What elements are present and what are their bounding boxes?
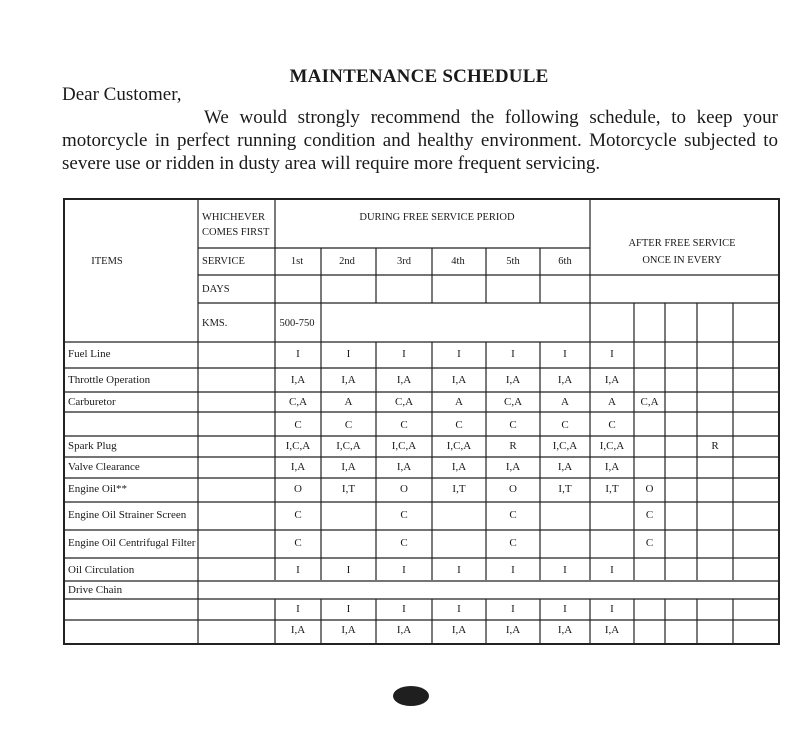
schedule-cell: A [344,396,353,408]
schedule-cell: C [344,419,353,431]
schedule-cell: O [294,483,302,495]
schedule-cell: I,A [341,374,356,386]
kms-label: KMS. [202,318,228,329]
service-2nd: 2nd [339,256,355,267]
once-in-every-label: ONCE IN EVERY [642,255,722,266]
schedule-cell: I [457,603,461,615]
schedule-cell: C [400,419,408,431]
schedule-cell: I,A [557,374,573,386]
item-label: Engine Oil Centrifugal Filter [68,537,196,549]
schedule-cell: I,A [341,624,356,636]
schedule-cell: I [346,348,351,360]
schedule-cell: I,A [451,624,467,636]
item-label: Engine Oil Strainer Screen [68,509,187,521]
service-3rd: 3rd [397,256,411,267]
schedule-cell: C [509,419,517,431]
schedule-cell: C [294,419,302,431]
schedule-cell: I,A [557,624,573,636]
schedule-cell: I [457,564,461,576]
schedule-cell: C,A [640,396,659,408]
schedule-cell: I,T [605,483,619,495]
schedule-cell: R [711,440,719,452]
schedule-cell: I,T [558,483,572,495]
schedule-cell: C,A [288,396,308,408]
schedule-cell: I [296,603,300,615]
schedule-cell: C [455,419,463,431]
schedule-cell: I,T [341,483,356,495]
schedule-cell: I [610,348,614,360]
schedule-cell: I,A [505,624,521,636]
item-label: Valve Clearance [68,461,140,473]
schedule-cell: C [561,419,569,431]
schedule-cell: I,A [396,374,412,386]
intro-paragraph-text: We would strongly recommend the following schedule, to keep your motorcycle in perfect running condition and healthy environment. Motorcycle subjected to severe use or ridden in dusty area will require more frequent servicing. [62,107,778,174]
item-label: Carburetor [68,396,116,408]
schedule-cell: C [294,509,302,521]
item-label: Oil Circulation [68,564,135,576]
days-label: DAYS [202,284,230,295]
schedule-cell: A [455,396,463,408]
schedule-cell: I [457,348,461,360]
schedule-cell: I [511,564,515,576]
schedule-cell: I [402,564,406,576]
item-label: Engine Oil** [68,483,127,495]
schedule-cell: I,A [396,461,412,473]
schedule-cell: I [296,564,300,576]
schedule-cell: I,C,A [336,440,361,452]
schedule-cell: I [563,603,567,615]
schedule-cell: I,A [451,374,467,386]
item-label: Throttle Operation [68,374,151,386]
schedule-cell: I,C,A [599,440,625,452]
item-label: Fuel Line [68,348,111,360]
service-label: SERVICE [202,256,245,267]
schedule-cell: I,C,A [285,440,311,452]
schedule-cell: I [511,348,515,360]
greeting: Dear Customer, [62,84,182,105]
schedule-cell: C [509,537,517,549]
schedule-cell: I,T [452,483,466,495]
during-free-header: DURING FREE SERVICE PERIOD [359,212,515,223]
comes-first-label: COMES FIRST [202,227,270,238]
service-1st: 1st [290,256,304,267]
schedule-cell: O [400,483,408,495]
service-6th: 6th [558,256,572,267]
schedule-cell: I,A [557,461,573,473]
schedule-cell: A [608,396,616,408]
schedule-cell: C,A [503,396,523,408]
schedule-cell: C [509,509,517,521]
schedule-cell: I,A [290,624,306,636]
page-number-marker [393,686,429,706]
schedule-cell: I,C,A [391,440,417,452]
schedule-cell: A [561,396,569,408]
kms-first-value: 500-750 [279,318,315,329]
schedule-cell: I [346,564,351,576]
schedule-cell: I [296,348,300,360]
schedule-cell: I [346,603,351,615]
schedule-cell: I [563,564,567,576]
schedule-cell: C [400,537,408,549]
schedule-cell: I,A [290,374,306,386]
schedule-cell: I [610,603,614,615]
schedule-cell: I [610,564,614,576]
schedule-cell: I,A [604,374,620,386]
schedule-cell: C [294,537,302,549]
schedule-cell: I,A [341,461,356,473]
schedule-cell: I [402,348,406,360]
schedule-cell: C [645,537,654,549]
service-5th: 5th [506,256,520,267]
schedule-cell: C [645,509,654,521]
schedule-cell: I,C,A [552,440,578,452]
item-label: Drive Chain [68,584,123,596]
schedule-cell: I,A [290,461,306,473]
schedule-cell: I,A [604,624,620,636]
schedule-cell: C,A [394,396,414,408]
items-header: ITEMS [91,256,123,267]
schedule-cell: I,A [396,624,412,636]
schedule-cell: I,A [451,461,467,473]
schedule-cell: I,A [505,461,521,473]
schedule-cell: O [509,483,517,495]
service-4th: 4th [451,256,465,267]
schedule-cell: I [563,348,567,360]
schedule-cell: I [511,603,515,615]
schedule-cell: C [400,509,408,521]
schedule-cell: I,A [604,461,620,473]
schedule-cell: C [608,419,616,431]
schedule-cell: I,A [505,374,521,386]
schedule-cell: R [509,440,517,452]
page-title: MAINTENANCE SCHEDULE [289,66,549,87]
schedule-cell: I [402,603,406,615]
whichever-label: WHICHEVER [202,212,265,223]
schedule-cell: O [645,483,654,495]
schedule-cell: I,C,A [446,440,472,452]
item-label: Spark Plug [68,440,117,452]
after-free-header: AFTER FREE SERVICE [628,238,736,249]
